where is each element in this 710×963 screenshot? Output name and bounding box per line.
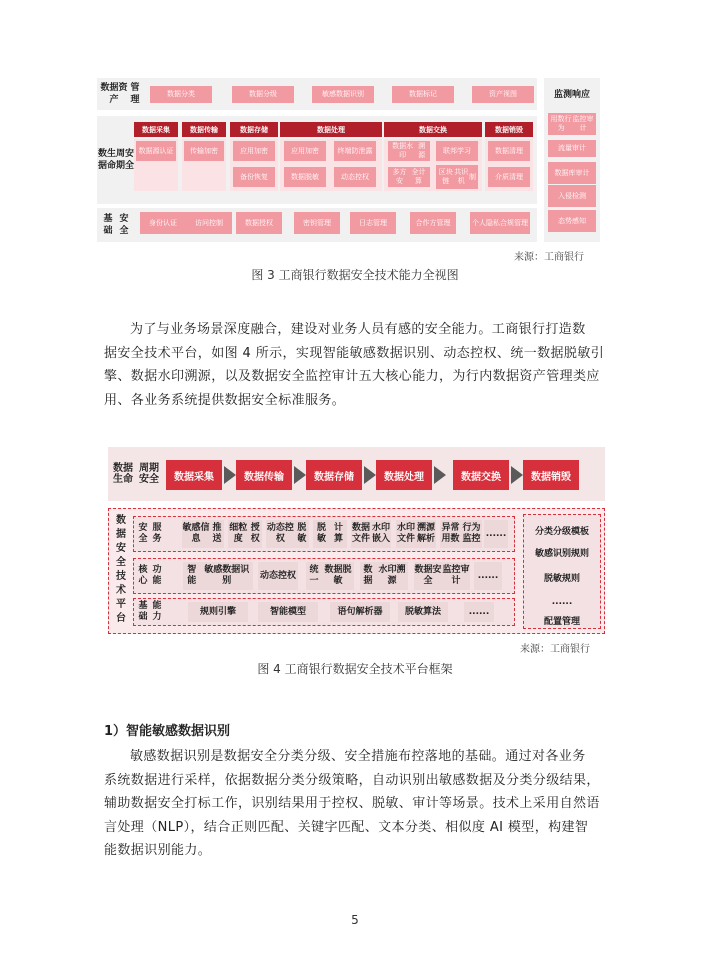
row-label xyxy=(136,518,164,550)
row-item xyxy=(464,602,494,622)
row-item xyxy=(266,520,309,548)
process-item xyxy=(334,167,376,187)
paragraph-2-line: 辅助数据安全打标工作，识别结果用于控权、脱敏、审计等场景。技术上采用自然语 xyxy=(104,796,600,811)
flow-step-text: 数据传输 xyxy=(244,471,284,483)
storage-item-text: 备份 xyxy=(240,172,254,181)
row-item-text: 水印嵌入 xyxy=(371,523,390,544)
label-line: 周期 xyxy=(116,149,126,171)
lifecycle-header-text: 数据处理 xyxy=(317,125,345,134)
flow-step-text: 数据采集 xyxy=(174,471,214,483)
monitor-item xyxy=(548,210,596,232)
row-item-text: 敏感信息 xyxy=(182,523,210,544)
process-item-text: 动态 xyxy=(341,172,355,181)
row-item xyxy=(313,520,347,548)
lifecycle-header xyxy=(182,122,226,137)
row-item-text: 数据安全 xyxy=(414,565,442,586)
paragraph-2-line: 能数据识别能力。 xyxy=(104,843,212,858)
asset-item xyxy=(472,86,534,103)
section-heading: 1）智能敏感数据识别 xyxy=(104,724,231,739)
monitor-item-text: 检测 xyxy=(572,191,586,200)
row-item xyxy=(398,602,448,622)
config-item-text: ...... xyxy=(551,596,573,607)
transfer-item-text: 加密 xyxy=(204,146,218,155)
row-item xyxy=(228,520,262,548)
row-item xyxy=(474,562,502,590)
storage-item-text: 加密 xyxy=(254,146,268,155)
process-item-text: 防泄露 xyxy=(351,146,373,155)
row-label-text: 功能 xyxy=(152,565,162,586)
row-item-text: 脱敏算法 xyxy=(404,606,441,617)
base-item-text: 身份 xyxy=(149,218,163,227)
row-item-text: 计算 xyxy=(333,523,343,544)
asset-item xyxy=(392,86,454,103)
paragraph-2-line: 言处理（NLP），结合正则匹配、关键字匹配、文本分类、相似度 AI 模型，构建智 xyxy=(104,819,589,835)
destroy-item xyxy=(488,141,530,161)
lifecycle-header-text: 数据传输 xyxy=(190,125,218,134)
row-label-text: 安全 xyxy=(138,523,148,544)
config-item xyxy=(525,571,599,587)
figure-4-caption: 图 4 工商银行数据安全技术平台框架 xyxy=(257,662,453,676)
process-item-text: 终端 xyxy=(337,146,352,155)
exchange-item-text: 共识机 xyxy=(454,168,469,185)
flow-step xyxy=(376,460,432,490)
base-item-text: 管理 xyxy=(436,218,451,227)
row-item xyxy=(360,562,408,590)
label-line: 数 xyxy=(116,515,126,526)
process-item xyxy=(284,167,326,187)
row-item xyxy=(351,520,391,548)
config-item xyxy=(525,614,599,630)
base-item-text: 访问 xyxy=(195,218,209,227)
base-item-text: 管理 xyxy=(373,218,387,227)
row-label-text: 能力 xyxy=(152,601,162,622)
row-item xyxy=(484,520,508,548)
base-item xyxy=(470,212,530,234)
exchange-item-text: 多方安 xyxy=(392,168,407,185)
flow-step-text: 数据销毁 xyxy=(531,471,571,483)
monitor-item xyxy=(548,162,596,184)
paragraph-1-line: 据安全技术平台，如图 4 所示，实现智能敏感数据识别、动态控权、统一数据脱敏引 xyxy=(104,345,605,361)
row-item-text: 动态 xyxy=(259,570,278,581)
exchange-item xyxy=(388,167,430,187)
label-line: 生命 xyxy=(106,149,116,171)
label-line: 数据 xyxy=(97,149,107,171)
config-item-text: 配置管理 xyxy=(543,616,580,627)
base-item-text: 管理 xyxy=(317,218,331,227)
paragraph-1 xyxy=(104,318,614,412)
asset-item-text: 数据分级 xyxy=(249,90,277,98)
monitor-item-text: 审计 xyxy=(575,168,590,177)
row-item-text: 敏感数据识别 xyxy=(204,565,250,586)
flow-arrow-icon xyxy=(364,466,376,484)
process-item-text: 数据 xyxy=(291,172,305,181)
base-item xyxy=(140,212,186,234)
monitor-item-text: 用数行为 xyxy=(550,115,572,132)
page-number: 5 xyxy=(351,913,359,927)
base-item xyxy=(236,212,282,234)
row-item-text: 数据文件 xyxy=(351,523,370,544)
base-item-text: 控制 xyxy=(209,218,223,227)
lifecycle-header xyxy=(280,122,382,137)
row-item-text: 语句解析器 xyxy=(337,606,383,617)
row-item-text: 授权 xyxy=(250,523,260,544)
label-line: 技 xyxy=(116,571,126,582)
destroy-item-text: 介质 xyxy=(495,172,509,181)
lifecycle-header xyxy=(485,122,533,137)
destroy-item xyxy=(488,167,530,187)
base-item xyxy=(294,212,340,234)
row-item xyxy=(183,562,253,590)
destroy-item-text: 数据 xyxy=(495,146,509,155)
monitor-item-text: 流量审计 xyxy=(558,144,586,152)
monitor-item xyxy=(548,140,596,157)
config-item xyxy=(525,546,599,562)
asset-item xyxy=(232,86,294,103)
paragraph-1-line: 擎、数据水印溯源，以及数据安全监控审计五大核心能力，为行内数据资产管理类应 xyxy=(104,369,600,384)
asset-item xyxy=(312,86,374,103)
monitor-item xyxy=(548,185,596,207)
base-label xyxy=(100,211,132,239)
monitor-item-text: 监控审计 xyxy=(572,115,594,132)
row-item-text: 行为监控 xyxy=(462,523,481,544)
row-item xyxy=(182,520,224,548)
label-line: 监测 xyxy=(553,90,572,100)
config-item-text: 分类分级模板 xyxy=(534,526,589,537)
base-item-text: 授权 xyxy=(259,218,273,227)
flow-step xyxy=(453,460,509,490)
transfer-item xyxy=(184,141,224,161)
exchange-item-text: 数据水印 xyxy=(392,142,414,159)
process-item xyxy=(334,141,376,161)
label-line: 周期安全 xyxy=(139,463,159,485)
process-item-text: 应用 xyxy=(291,146,305,155)
label-line: 数据生命 xyxy=(113,463,133,485)
config-item xyxy=(525,594,599,610)
row-item-text: 脱敏 xyxy=(297,523,307,544)
flow-step-text: 数据处理 xyxy=(384,471,424,483)
row-item-text: 溯源解析 xyxy=(416,523,435,544)
label-line: 安全 xyxy=(125,149,135,171)
row-item-text: 规则引擎 xyxy=(199,606,236,617)
row-item-text: 水印溯源 xyxy=(378,565,406,586)
paragraph-2-line: 敏感数据识别是数据安全分类分级、安全措施布控落地的基础。通过对各业务 xyxy=(130,749,586,764)
process-item-text: 加密 xyxy=(305,146,319,155)
exchange-item xyxy=(436,141,478,161)
lifecycle-header xyxy=(134,122,178,137)
row-item xyxy=(258,602,318,622)
config-item-text: 脱敏规则 xyxy=(543,573,580,584)
destroy-item-text: 清理 xyxy=(509,172,523,181)
row-item xyxy=(306,562,354,590)
flow-step-text: 数据交换 xyxy=(461,471,501,483)
exchange-item-text: 联邦 xyxy=(443,146,457,155)
exchange-item-text: 学习 xyxy=(457,146,471,155)
exchange-item-text: 区块链 xyxy=(438,168,453,185)
asset-item-text: 资产视图 xyxy=(489,90,517,98)
row-item-text: 异常用数 xyxy=(441,523,460,544)
storage-item-text: 恢复 xyxy=(254,172,268,181)
label-line: 据 xyxy=(116,529,126,540)
row-item-text: ...... xyxy=(468,606,490,617)
row-item-text: 统一 xyxy=(309,565,319,586)
asset-mgmt-label xyxy=(100,80,142,108)
transfer-item-text: 传输 xyxy=(190,146,204,155)
collect-item-text: 认证 xyxy=(159,146,174,155)
row-item-text: 控权 xyxy=(278,570,297,581)
destroy-item-text: 清理 xyxy=(509,146,523,155)
base-item-text: 数据 xyxy=(245,218,259,227)
base-item-text: 日志 xyxy=(359,218,373,227)
row-item-text: 数据 xyxy=(363,565,373,586)
config-item-text: 敏感识别规则 xyxy=(534,548,589,559)
label-line: 管理 xyxy=(130,83,140,105)
process-item-text: 控权 xyxy=(355,172,369,181)
base-item-text: 合规管理 xyxy=(500,218,528,227)
row-item xyxy=(258,562,298,590)
figure-3-source: 来源：工商银行 xyxy=(514,252,584,263)
monitor-item-text: 感知 xyxy=(572,216,586,225)
flow-step xyxy=(523,460,579,490)
row-label-text: 服务 xyxy=(152,523,162,544)
row-item-text: 智能 xyxy=(187,565,197,586)
label-line: 基础 xyxy=(103,214,113,236)
row-item-text: 细粒度 xyxy=(229,523,248,544)
row-item-text: 推送 xyxy=(212,523,222,544)
exchange-item xyxy=(388,141,430,161)
label-line: 安 xyxy=(116,543,126,554)
monitor-item-text: 态势 xyxy=(558,216,572,225)
label-line: 响应 xyxy=(572,90,591,100)
exchange-item-text: 溯源 xyxy=(418,142,426,159)
asset-item-text: 数据分类 xyxy=(167,90,195,98)
label-line: 台 xyxy=(116,613,126,624)
row-item-text: 水印文件 xyxy=(396,523,415,544)
row-item-text: 数据脱敏 xyxy=(324,565,352,586)
asset-item xyxy=(150,86,212,103)
monitor-title xyxy=(546,82,598,108)
row-item-text: 脱敏 xyxy=(316,523,326,544)
label-line: 术 xyxy=(116,585,126,596)
paragraph-2 xyxy=(104,745,614,863)
lifecycle-header xyxy=(230,122,278,137)
base-item-text: 合作方 xyxy=(415,218,437,227)
base-item xyxy=(410,212,456,234)
lifecycle-header xyxy=(384,122,482,137)
monitor-item xyxy=(548,113,596,135)
base-item-text: 认证 xyxy=(163,218,177,227)
config-item xyxy=(525,524,599,540)
asset-item-text: 数据标记 xyxy=(409,90,437,98)
paragraph-2-line: 系统数据进行采样，依据数据分类分级策略，自动识别出敏感数据及分类分级结果， xyxy=(104,772,600,788)
lifecycle-header-text: 数据交换 xyxy=(419,125,447,134)
lifecycle-header-text: 数据销毁 xyxy=(495,125,523,134)
row-item-text: ...... xyxy=(485,528,507,539)
row-item-text: 监控审计 xyxy=(442,565,470,586)
asset-item-text: 数据识别 xyxy=(336,90,364,98)
flow-arrow-icon xyxy=(511,466,523,484)
row-item xyxy=(330,602,390,622)
row-item xyxy=(440,520,482,548)
row-label xyxy=(136,600,164,624)
figure-4-source: 来源：工商银行 xyxy=(520,644,590,655)
base-item xyxy=(186,212,232,234)
row-label-text: 核心 xyxy=(138,565,148,586)
storage-item xyxy=(233,141,275,161)
label-line: 全 xyxy=(116,557,126,568)
process-item-text: 脱敏 xyxy=(305,172,319,181)
exchange-item-text: 制 xyxy=(469,172,476,181)
lifecycle-label xyxy=(97,120,135,200)
platform-vertical-label xyxy=(113,514,129,626)
lifecycle-header-text: 数据采集 xyxy=(142,125,170,134)
row-item-text: ...... xyxy=(477,570,499,581)
row-item-text: 动态控权 xyxy=(266,523,294,544)
paragraph-1-line: 为了与业务场景深度融合，建设对业务人员有感的安全能力。工商银行打造数 xyxy=(130,322,586,337)
flow-step xyxy=(306,460,362,490)
monitor-item-text: 数据库 xyxy=(554,168,576,177)
collect-item xyxy=(136,141,176,161)
label-line: 安全 xyxy=(119,214,129,236)
process-item xyxy=(284,141,326,161)
label-line: 数据资产 xyxy=(100,83,128,105)
storage-item-text: 应用 xyxy=(240,146,254,155)
exchange-item-text: 全计算 xyxy=(411,168,426,185)
lifecycle-flow-label xyxy=(110,455,162,493)
base-item xyxy=(350,212,396,234)
flow-arrow-icon xyxy=(224,466,236,484)
row-item xyxy=(188,602,248,622)
exchange-item xyxy=(436,165,478,189)
figure-3-caption: 图 3 工商银行数据安全技术能力全视图 xyxy=(251,268,459,282)
flow-step xyxy=(166,460,222,490)
row-label xyxy=(136,560,164,592)
flow-arrow-icon xyxy=(434,466,446,484)
base-item-text: 密钥 xyxy=(303,218,317,227)
storage-item xyxy=(233,167,275,187)
row-item xyxy=(414,562,470,590)
monitor-item-text: 入侵 xyxy=(558,191,572,200)
row-label-text: 基础 xyxy=(138,601,148,622)
row-item xyxy=(396,520,436,548)
flow-step xyxy=(236,460,292,490)
paragraph-1-line: 用、各业务系统提供数据安全标准服务。 xyxy=(104,392,346,408)
base-item-text: 个人隐私 xyxy=(472,218,500,227)
flow-arrow-icon xyxy=(294,466,306,484)
asset-item-text: 敏感 xyxy=(322,90,336,98)
label-line: 平 xyxy=(116,599,126,610)
flow-step-text: 数据存储 xyxy=(314,471,354,483)
collect-item-text: 数据源 xyxy=(138,146,160,155)
row-item-text: 智能模型 xyxy=(269,606,306,617)
lifecycle-header-text: 数据存储 xyxy=(240,125,268,134)
